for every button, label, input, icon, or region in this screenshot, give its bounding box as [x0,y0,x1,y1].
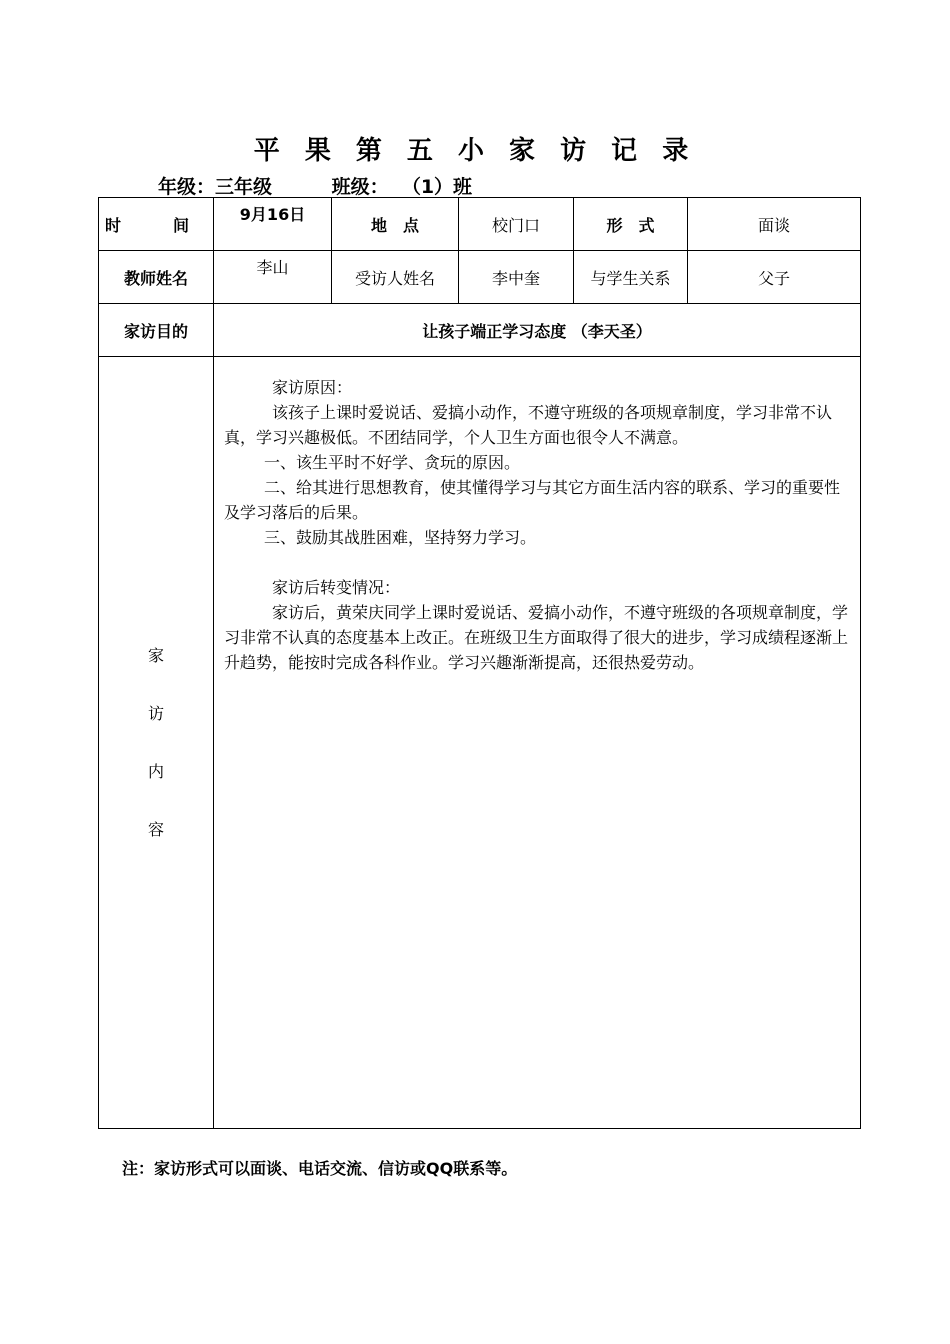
reason-item-3: 三、鼓励其战胜困难，坚持努力学习。 [264,528,537,547]
footnote: 注：家访形式可以面谈、电话交流、信访或QQ联系等。 [122,1159,518,1178]
teacher-label: 教师姓名 [99,251,214,304]
form-value: 面谈 [688,198,861,251]
reason-heading: 家访原因： [272,378,353,397]
reason-text: 该孩子上课时爱说话、爱搞小动作，不遵守班级的各项规章制度，学习非常不认真，学习兴趣极低。不团结同学，个人卫生方面也很令人不满意。 [224,403,833,447]
visit-record-table [98,197,861,1129]
form-label: 形 式 [574,198,688,251]
visitee-label: 受访人姓名 [332,251,459,304]
time-label-cell [99,198,214,251]
place-label: 地 点 [332,198,459,251]
relation-label: 与学生关系 [574,251,688,304]
grade-class-line [158,172,472,199]
table-row [99,304,861,357]
content-label-char: 访 [147,703,164,723]
table-row [99,198,861,251]
grade-value: 三年级 [215,176,273,198]
place-value: 校门口 [459,198,574,251]
class-label: 班级： [331,176,389,198]
after-heading: 家访后转变情况： [272,578,401,597]
time-label: 时 间 [104,215,207,235]
content-label-char: 内 [147,761,164,781]
content-body [214,357,861,1129]
reason-item-2: 二、给其进行思想教育，使其懂得学习与其它方面生活内容的联系、学习的重要性及学习落后的后果。 [224,478,841,522]
relation-value: 父子 [688,251,861,304]
teacher-value: 李山 [214,251,332,304]
visitee-value: 李中奎 [459,251,574,304]
content-label [99,357,214,1129]
grade-label: 年级： [158,176,216,198]
table-row [99,251,861,304]
class-value: （1）班 [401,176,473,198]
purpose-label: 家访目的 [99,304,214,357]
time-value: 9月16日 [214,198,332,251]
content-label-char: 容 [147,819,164,839]
purpose-value: 让孩子端正学习态度 （李天圣） [214,304,861,357]
page-title: 平 果 第 五 小 家 访 记 录 [253,136,697,166]
after-text: 家访后，黄荣庆同学上课时爱说话、爱搞小动作，不遵守班级的各项规章制度，学习非常不认真的态度基本上改正。在班级卫生方面取得了很大的进步，学习成绩程逐渐上升趋势，能按时完成各科作业。学习兴趣渐渐提高，还很热爱劳动。 [224,603,849,672]
content-label-char: 家 [147,645,164,665]
table-row [99,357,861,1129]
reason-item-1: 一、该生平时不好学、贪玩的原因。 [264,453,521,472]
